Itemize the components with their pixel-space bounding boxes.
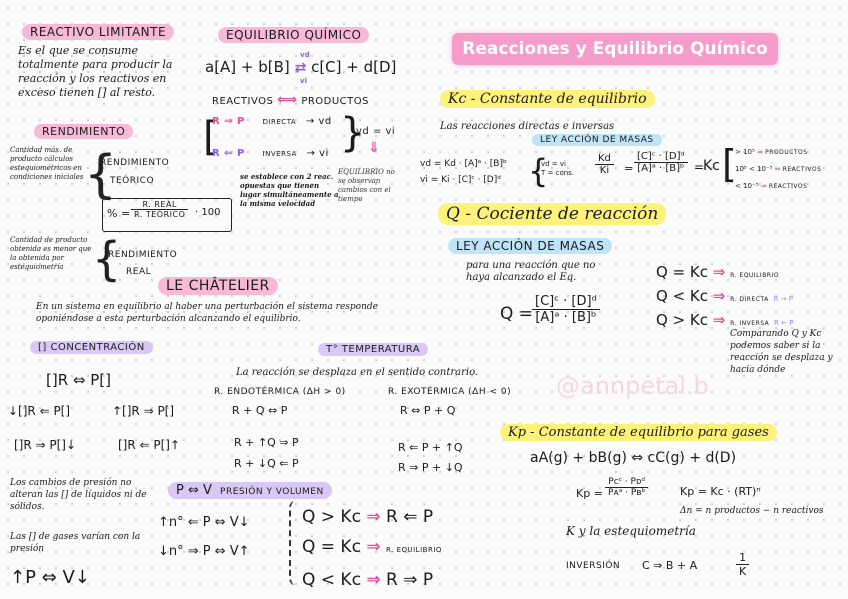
reactivos-label: REACTIVOS [212, 96, 274, 107]
q-compare-text: Comparando Q y Kc podemos saber si la reacción se desplaza y hacia dónde [730, 329, 833, 375]
inversa-label: INVERSA [262, 150, 297, 158]
chatelier-text: En un sistema en equilibrio al haber una perturbación el sistema responde oponiéndose a esta perturbación alcanzando el equilibrio. [36, 302, 378, 324]
exo-eq-3: R ⇒ P + ↓Q [398, 461, 463, 474]
rendimiento-teorico-label-b: TEÓRICO [110, 176, 155, 186]
rendimiento-real-desc: Cantidad de producto obtenida es menor que la obtenida por estequiometría [10, 236, 92, 271]
formula-suffix: · 100 [195, 207, 221, 218]
kp-delta: Δn = n productos − n reactivos [680, 506, 824, 516]
brace-icon: } [340, 110, 366, 156]
endo-eq-1: R + Q ⇔ P [232, 404, 288, 417]
vd-arrow: → vd [305, 116, 332, 127]
vd-equals-vi: vd = vi [356, 126, 396, 137]
ki: Ki [599, 165, 610, 176]
rp-direct: R ⇒ P [212, 116, 245, 127]
pv-row-2: ↓n° ⇒ P ⇔ V↑ [158, 544, 250, 559]
kc-range-2: 10⁵ < 10⁻⁵ ⇒ REACTIVOS [735, 165, 822, 173]
directa-row [212, 116, 332, 127]
bracket-icon: [ [203, 114, 219, 160]
concentracion-title: [] CONCENTRACIÓN [30, 341, 153, 354]
presion-text-1: Los cambios de presión no alteran las [] de líquidos ni de sólidos. [10, 478, 147, 512]
kp-denominator: Pᴀᵃ · Pʙᵇ [608, 488, 646, 498]
brace-icon: { [92, 232, 122, 286]
pv-title: P ⇔ V [176, 483, 212, 498]
reactivo-limitante-text: Es el que se consume totalmente para producir la reacción y los reactivos en exceso tienen [] al resto. [18, 44, 173, 99]
concentracion-b: ↑[]R ⇒ P[] [112, 404, 175, 418]
endo-eq-2: R + ↑Q ⇒ P [234, 436, 299, 449]
q-prefix: Q = [500, 304, 534, 324]
temperatura-title: T° TEMPERATURA [318, 343, 428, 356]
exo-eq-1: R ⇔ P + Q [400, 404, 456, 417]
fraction-numerator: R. REAL [131, 200, 188, 210]
equilibrio-note-2: EQUILIBRIO no se observan cambios con el tiempo [338, 168, 395, 203]
formula-prefix: % = [107, 207, 131, 220]
rendimiento-teorico-desc: Cantidad máx. de producto cálculos estequiométricos en condiciones iniciales [10, 146, 84, 181]
equals-sign: = [624, 162, 634, 175]
exotermica-label: R. EXOTÉRMICA (ΔH < 0) [388, 387, 512, 397]
equilibrio-equation [205, 58, 396, 76]
q-title: Q - Cociente de reacción [438, 203, 666, 225]
kd: Kd [595, 153, 614, 165]
kp-prefix: Kp = [576, 487, 603, 500]
bracket-icon: [ [722, 142, 737, 186]
equilibrio-note: se establece con 2 reac. opuestas que tienen lugar simultáneamente a la misma velocidad [240, 172, 339, 208]
kc-ley-title: LEY ACCIÓN DE MASAS [532, 134, 662, 146]
directa-label: DIRECTA [262, 118, 297, 126]
kc-brace-text [541, 160, 574, 178]
inversion-fraction [736, 551, 749, 578]
concentracion-a: ↓[]R ⇐ P[] [8, 404, 71, 418]
endotermica-label: R. ENDOTÉRMICA (ΔH > 0) [214, 387, 346, 397]
vi-formula: vi = Ki · [C]ᶜ · [D]ᵈ [420, 175, 501, 185]
kc-intro: Las reacciones directas e inversas [440, 121, 615, 132]
kc-denominator: [A]ᵃ · [B]ᵇ [637, 163, 685, 174]
rendimiento-teorico-label-a: RENDIMIENTO [100, 158, 170, 168]
brace-icon: { [84, 145, 118, 205]
kp-numerator: Pᴄᶜ · Pᴅᵈ [605, 477, 648, 488]
page-title-banner: Reacciones y Equilibrio Químico [452, 33, 778, 65]
vi-arrow: → vi [306, 148, 329, 159]
qk-row: Q < Kc ⇒ R ⇒ P [302, 570, 434, 590]
kc-ranges [735, 144, 845, 195]
q-text: para una reacción que no haya alcanzado el Eq. [466, 260, 596, 283]
productos-label: PRODUCTOS [301, 96, 369, 107]
kc-numerator: [C]ᶜ · [D]ᵈ [634, 151, 688, 163]
inv-numerator: 1 [736, 551, 749, 565]
double-arrow-icon: ⇄ [294, 60, 307, 76]
rendimiento-real-label-a: RENDIMIENTO [108, 250, 178, 260]
brace-text-1: vd = vi [541, 160, 566, 168]
vd-label: vd [300, 51, 310, 59]
q-row: Q > Kc ⇒ R. INVERSA R ← P [656, 311, 794, 329]
inv-denominator: K [739, 565, 747, 578]
brace-icon: { [528, 152, 549, 190]
kp-fraction [605, 477, 648, 498]
q-ley-title: LEY ACCIÓN DE MASAS [448, 238, 612, 254]
q-comparisons [656, 262, 793, 334]
equilibrio-title: EQUILIBRIO QUÍMICO [218, 27, 369, 43]
qk-row: Q > Kc ⇒ R ⇐ P [302, 507, 434, 527]
vi-label: vi [300, 77, 307, 85]
kc-range-3: < 10⁻⁵ ⇒ REACTIVOS [735, 182, 808, 190]
q-fraction [532, 294, 600, 325]
brace-text-2: T = cons. [541, 169, 575, 177]
rendimiento-fraction [131, 200, 188, 219]
concentracion-main: []R ⇔ P[] [46, 371, 111, 389]
presion-text-2: Las [] de gases varían con la presión [10, 532, 141, 554]
pv-label: PRESIÓN Y VOLUMEN [220, 487, 324, 497]
equals-kc: = [694, 160, 705, 174]
arrow-down-icon: ⇓ [368, 140, 380, 156]
reactivo-limitante-title: REACTIVO LIMITANTE [22, 24, 174, 40]
reactivos-productos [212, 92, 369, 108]
inversion-eq: C ⇒ B + A [642, 559, 698, 572]
chatelier-title: LE CHÂTELIER [158, 277, 278, 295]
inversa-row [212, 148, 329, 159]
endo-eq-3: R + ↓Q ⇐ P [234, 457, 299, 470]
concentracion-c: []R ⇒ P[]↓ [14, 438, 77, 452]
rp-inverse: R ⇐ P [212, 148, 245, 159]
kc-label: Kc [703, 158, 720, 174]
kc-title: Kc - Constante de equilibrio [440, 90, 655, 108]
concentracion-d: []R ⇐ P[]↑ [118, 438, 181, 452]
kd-ki-fraction [595, 153, 614, 176]
q-row: Q < Kc ⇒ R. DIRECTA R → P [656, 287, 793, 305]
kp-relation: Kp = Kc · (RT)ⁿ [680, 485, 761, 498]
temperatura-text: La reacción se desplaza en el sentido contrario. [236, 367, 479, 378]
kc-conc-fraction [634, 151, 688, 174]
vd-formula: vd = Kd · [A]ᵃ · [B]ᵇ [420, 159, 507, 169]
inversion-label: INVERSIÓN [566, 561, 621, 571]
kc-range-1: > 10⁵ ⇒ PRODUCTOS [735, 148, 808, 156]
qk-rows [302, 502, 442, 595]
pv-main: ↑P ⇔ V↓ [10, 567, 90, 588]
eq-right: c[C] + d[D] [311, 58, 397, 76]
rendimiento-formula-box [102, 198, 232, 232]
q-numerator: [C]ᶜ · [D]ᵈ [532, 294, 600, 310]
watermark: @annpetal.b [556, 372, 709, 400]
rendimiento-real-label-b: REAL [126, 267, 152, 277]
eq-left: a[A] + b[B] [205, 58, 290, 76]
qk-row: Q = Kc ⇒ R. EQUILIBRIO [302, 537, 442, 557]
pv-title-block [168, 482, 332, 499]
pv-row-1: ↑n° ⇐ P ⇔ V↓ [158, 515, 250, 530]
q-denominator: [A]ᵃ · [B]ᵇ [535, 310, 597, 325]
exo-eq-2: R ⇐ P + ↑Q [398, 441, 463, 454]
rendimiento-title: RENDIMIENTO [34, 124, 133, 139]
esteq-title: K y la estequiometría [566, 524, 696, 538]
kc-rates [420, 156, 507, 188]
fraction-denominator: R. TEÓRICO [134, 210, 186, 219]
kp-title: Kp - Constante de equilibrio para gases [500, 424, 777, 441]
q-row: Q = Kc ⇒ R. EQUILIBRIO [656, 263, 779, 281]
double-arrow-icon: ⟺ [277, 92, 298, 108]
kp-equation: aA(g) + bB(g) ⇔ cC(g) + d(D) [530, 450, 737, 466]
